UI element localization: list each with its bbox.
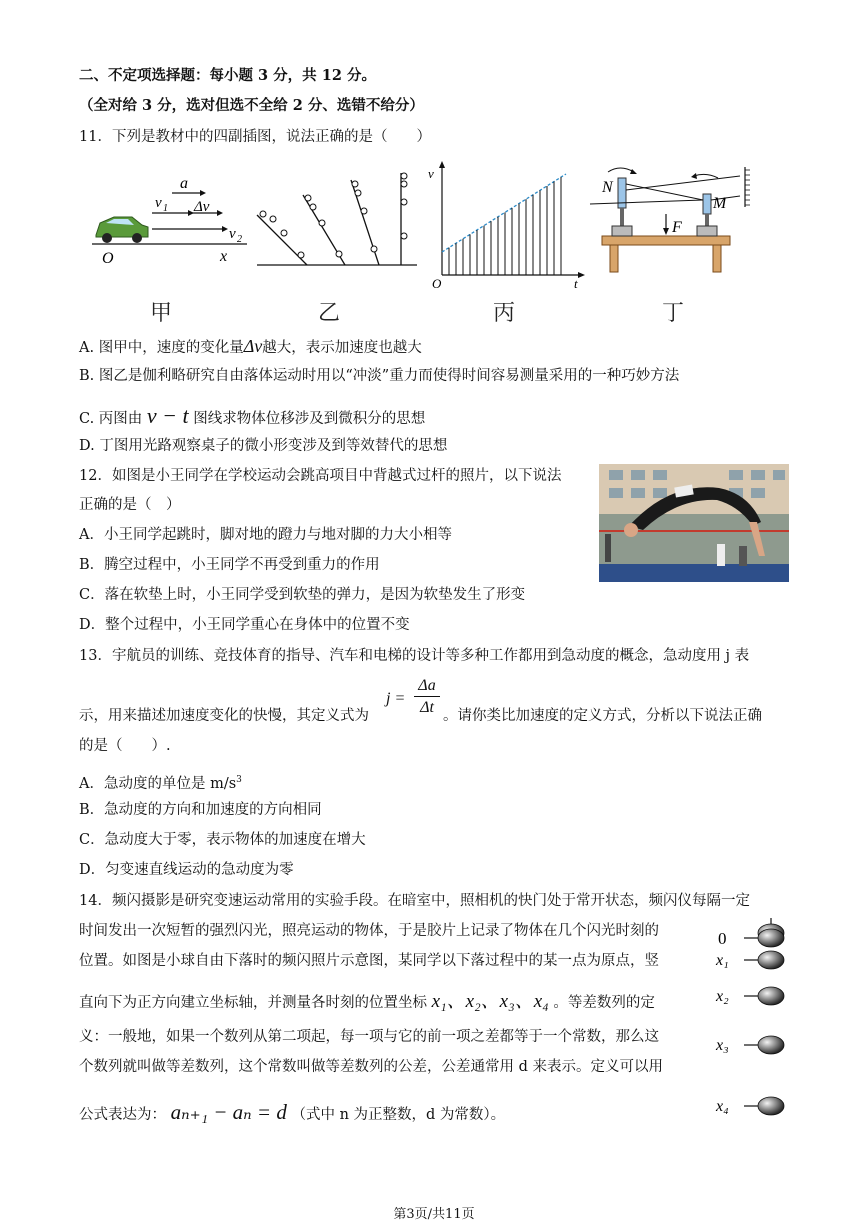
figure-label-yi: 乙 xyxy=(318,301,341,326)
strobe-label-x1: x₁ xyxy=(716,952,729,969)
q13-formula-fraction: $\frac{\Delta a}{\Delta t}$ xyxy=(414,676,440,719)
q13-option-d: D．匀变速直线运动的急动度为零 xyxy=(79,862,294,878)
q11-stem: 11．下列是教材中的四副插图，说法正确的是（ ） xyxy=(79,129,431,145)
figure-label-ding: 丁 xyxy=(662,301,685,326)
q12-option-b: B．腾空过程中，小王同学不再受到重力的作用 xyxy=(79,557,380,573)
q13-stem-3: 的是（ ）. xyxy=(79,738,171,754)
q13-option-a: A．急动度的单位是 $m/s^3$ xyxy=(79,775,242,792)
q14-line-6: 个数列就叫做等差数列，这个常数叫做等差数列的公差，公差通常用 d 来表示。定义可以用 xyxy=(79,1059,663,1075)
label-origin-jia: O xyxy=(102,250,114,267)
section-title: 二、不定项选择题：每小题 3 分，共 12 分。 xyxy=(79,67,376,84)
strobe-figure xyxy=(714,910,794,1120)
strobe-ball-x4 xyxy=(758,1097,784,1115)
q12-stem-2: 正确的是（ ） xyxy=(79,497,181,513)
label-dv: Δv xyxy=(194,199,210,215)
q14-line-4: 直向下为正方向建立坐标轴，并测量各时刻的位置坐标 x₁、x₂、x₃、x₄ 。等差数列的定 xyxy=(79,991,655,1012)
strobe-label-x2: x₂ xyxy=(716,988,729,1005)
strobe-ball-0b xyxy=(758,929,784,947)
q12-stem-1: 12．如图是小王同学在学校运动会跳高项目中背越式过杆的照片，以下说法 xyxy=(79,468,562,484)
q11-option-c: C. 丙图由 v − t 图线求物体位移涉及到微积分的思想 xyxy=(79,403,426,428)
page-footer: 第3页/共11页 xyxy=(393,1207,475,1222)
label-v-axis: v xyxy=(428,166,434,181)
label-v1-sub: 1 xyxy=(163,203,168,214)
strobe-ball-x1 xyxy=(758,951,784,969)
q11-option-b: B. 图乙是伽利略研究自由落体运动时用以“冲淡”重力而使得时间容易测量采用的一种巧妙方法 xyxy=(79,368,680,384)
q13-stem-2-pre: 示，用来描述加速度变化的快慢，其定义式为 xyxy=(79,708,369,724)
q11-option-a: A. 图甲中，速度的变化量Δv越大，表示加速度也越大 xyxy=(79,336,422,356)
strobe-label-0: 0 xyxy=(718,929,727,948)
figure-jia xyxy=(92,165,252,275)
high-jump-photo xyxy=(599,464,789,582)
strobe-label-x3: x₃ xyxy=(716,1037,729,1054)
label-F: F xyxy=(672,219,682,236)
strobe-label-x4: x₄ xyxy=(716,1098,729,1115)
car-icon xyxy=(96,217,148,243)
q14-line-2: 时间发出一次短暂的强烈闪光，照亮运动的物体，于是胶片上记录了物体在几个闪光时刻的 xyxy=(79,923,659,939)
q13-stem-1: 13．宇航员的训练、竞技体育的指导、汽车和电梯的设计等多种工作都用到急动度的概念，急动度用 j 表 xyxy=(79,648,750,664)
q14-line-1: 14．频闪摄影是研究变速运动常用的实验手段。在暗室中，照相机的快门处于常开状态，频闪仪每隔一定 xyxy=(79,893,750,909)
label-v2-sub: 2 xyxy=(237,234,242,245)
q12-option-c: C．落在软垫上时，小王同学受到软垫的弹力，是因为软垫发生了形变 xyxy=(79,587,526,603)
label-N: N xyxy=(602,179,613,196)
strobe-ball-x2 xyxy=(758,987,784,1005)
label-origin-bing: O xyxy=(432,276,442,291)
q14-line-7: 公式表达为： aₙ₊₁ − aₙ = d （式中 n 为正整数，d 为常数）。 xyxy=(79,1100,506,1124)
label-x: x xyxy=(220,248,228,265)
section-rule: （全对给 3 分，选对但选不全给 2 分、选错不给分） xyxy=(79,97,424,114)
figure-yi xyxy=(255,165,425,275)
figure-label-jia: 甲 xyxy=(150,301,173,326)
q13-option-c: C．急动度大于零，表示物体的加速度在增大 xyxy=(79,832,366,848)
q12-option-d: D．整个过程中，小王同学重心在身体中的位置不变 xyxy=(79,617,410,633)
q12-option-a: A．小王同学起跳时，脚对地的蹬力与地对脚的力大小相等 xyxy=(79,527,452,543)
strobe-ball-x3 xyxy=(758,1036,784,1054)
label-a: a xyxy=(180,175,188,192)
figure-ding xyxy=(590,162,760,277)
figure-bing xyxy=(428,160,588,290)
figure-label-bing: 丙 xyxy=(493,301,516,326)
label-v1: v xyxy=(155,195,162,211)
label-M: M xyxy=(713,195,727,212)
label-v2: v xyxy=(229,226,236,242)
label-t-axis: t xyxy=(574,276,578,291)
q11-option-d: D. 丁图用光路观察桌子的微小形变涉及到等效替代的思想 xyxy=(79,438,448,454)
q13-option-b: B．急动度的方向和加速度的方向相同 xyxy=(79,802,322,818)
q13-formula-lhs: j = xyxy=(386,690,406,707)
q13-stem-2-post: 。请你类比加速度的定义方式，分析以下说法正确 xyxy=(443,708,762,724)
q14-line-3: 位置。如图是小球自由下落时的频闪照片示意图，某同学以下落过程中的某一点为原点，竖 xyxy=(79,953,659,969)
q14-line-5: 义：一般地，如果一个数列从第二项起，每一项与它的前一项之差都等于一个常数，那么这 xyxy=(79,1029,659,1045)
